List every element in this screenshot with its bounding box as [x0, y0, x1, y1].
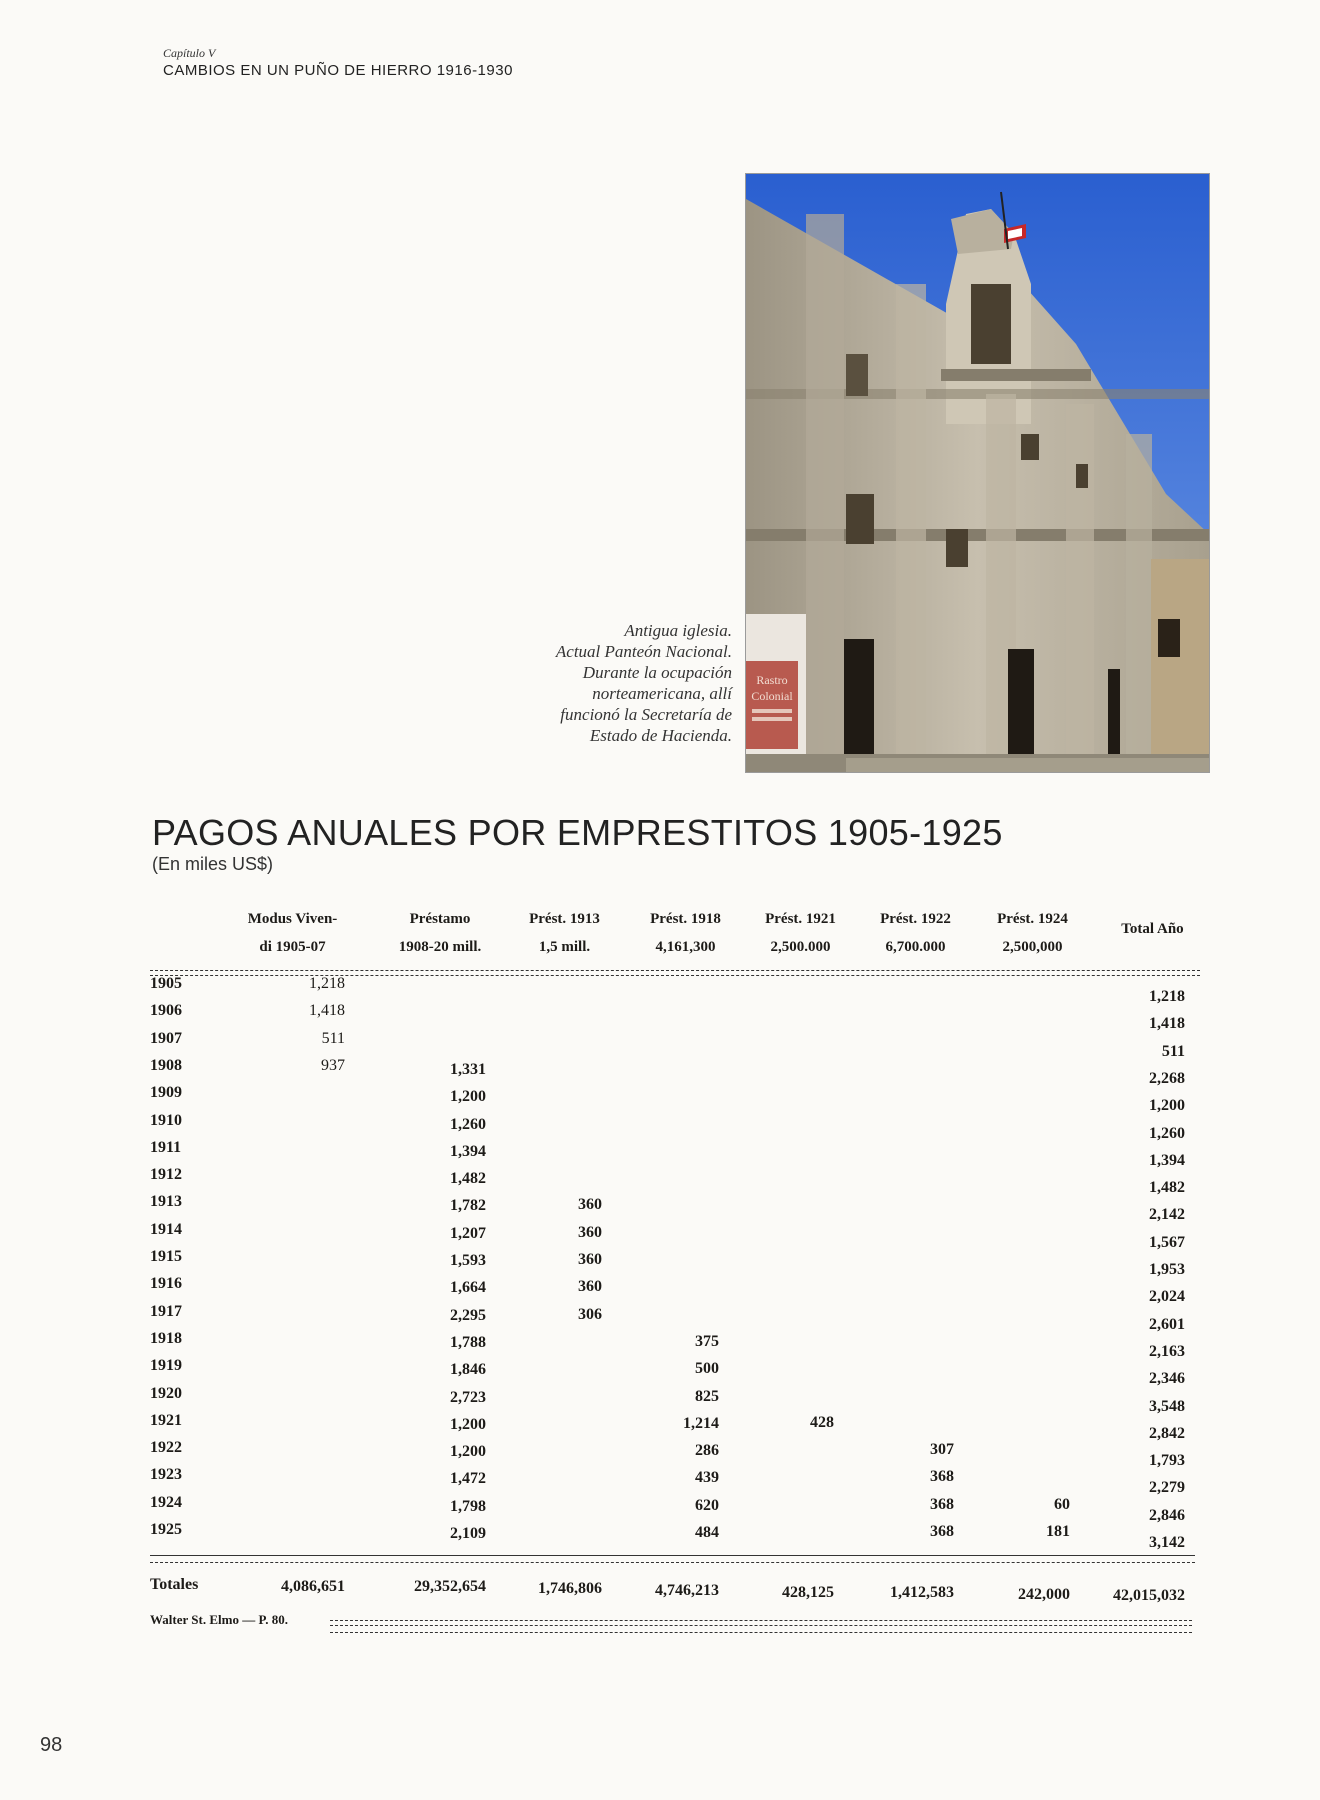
- cell-prestamo-1908: 1,200: [450, 1088, 486, 1106]
- caption-line: Estado de Hacienda.: [589, 726, 732, 745]
- cell-prestamo-1908: 1,593: [450, 1252, 486, 1269]
- photo-caption: [480, 620, 732, 746]
- table-subtitle: (En miles US$): [152, 854, 274, 874]
- row-year: 1907: [150, 1029, 182, 1047]
- cell-total-ano: 1,567: [1149, 1233, 1185, 1251]
- cell-total-ano: 3,142: [1149, 1534, 1185, 1551]
- cell-total-ano: 2,842: [1149, 1424, 1185, 1442]
- row-year: 1910: [150, 1111, 182, 1129]
- row-year: 1921: [150, 1411, 182, 1429]
- column-header-line2: 1908-20 mill.: [398, 939, 482, 955]
- total-prestamo-1908: 29,352,654: [414, 1578, 486, 1595]
- cell-total-ano: 1,260: [1149, 1124, 1185, 1142]
- cell-total-ano: 2,846: [1149, 1506, 1185, 1524]
- row-year: 1918: [150, 1329, 182, 1347]
- cell-total-ano: 2,142: [1149, 1206, 1185, 1224]
- pantheon-illustration: [746, 174, 1209, 772]
- row-year: 1917: [150, 1302, 182, 1320]
- total-ano-grand: 42,015,032: [1113, 1587, 1185, 1604]
- cell-total-ano: 2,346: [1149, 1370, 1185, 1388]
- column-header-line2: 6,700.000: [885, 939, 946, 955]
- cell-prest-1921: 428: [810, 1413, 834, 1431]
- cell-total-ano: 2,268: [1149, 1069, 1185, 1087]
- cell-prest-1924: 181: [1046, 1523, 1070, 1540]
- cell-prest-1913: 360: [578, 1278, 602, 1296]
- cell-prestamo-1908: 1,482: [450, 1170, 486, 1188]
- total-prest-1913: 1,746,806: [538, 1580, 602, 1597]
- running-header-title: CAMBIOS EN UN PUÑO DE HIERRO 1916-1930: [163, 62, 513, 79]
- caption-line: Antigua iglesia.: [624, 621, 732, 640]
- column-header-line1: Prést. 1924: [997, 911, 1068, 927]
- cell-prestamo-1908: 2,723: [450, 1388, 486, 1406]
- cell-prest-1924: 60: [1054, 1495, 1070, 1513]
- cell-prest-1922: 307: [930, 1441, 954, 1459]
- column-header-line2: 1,5 mill.: [538, 939, 591, 955]
- table-source: Walter St. Elmo — P. 80.: [150, 1612, 288, 1627]
- caption-line: Actual Panteón Nacional.: [555, 642, 732, 661]
- row-year: 1922: [150, 1439, 182, 1457]
- cell-total-ano: 2,024: [1149, 1288, 1185, 1306]
- cell-prestamo-1908: 2,109: [450, 1525, 486, 1542]
- total-prest-1921: 428,125: [782, 1584, 834, 1601]
- cell-prest-1922: 368: [930, 1495, 954, 1513]
- cell-modus-vivendi: 1,218: [309, 975, 345, 992]
- cell-prestamo-1908: 1,782: [450, 1197, 486, 1215]
- church-photo: [745, 173, 1210, 773]
- total-prest-1918: 4,746,213: [655, 1582, 719, 1599]
- caption-line: funcionó la Secretaría de: [560, 705, 732, 724]
- column-header-line1: Prést. 1913: [529, 911, 600, 927]
- source-rule: [330, 1625, 1192, 1626]
- row-year: 1913: [150, 1193, 182, 1211]
- row-year: 1925: [150, 1521, 182, 1538]
- cell-prestamo-1908: 2,295: [450, 1306, 486, 1324]
- row-year: 1909: [150, 1084, 182, 1102]
- total-prest-1922: 1,412,583: [890, 1584, 954, 1601]
- column-header-prest-1913: [512, 905, 617, 961]
- row-year: 1908: [150, 1056, 182, 1074]
- page-number: 98: [40, 1734, 63, 1756]
- cell-prest-1918: 620: [695, 1496, 719, 1514]
- cell-total-ano: 1,953: [1149, 1261, 1185, 1278]
- cell-total-ano: 1,482: [1149, 1179, 1185, 1197]
- header-rule: [150, 975, 1200, 976]
- cell-prest-1913: 360: [578, 1223, 602, 1241]
- row-year: 1916: [150, 1275, 182, 1293]
- column-header-line2: di 1905-07: [259, 939, 326, 955]
- cell-total-ano: 1,218: [1149, 988, 1185, 1005]
- cell-total-ano: 1,394: [1149, 1151, 1185, 1169]
- cell-prestamo-1908: 1,472: [450, 1470, 486, 1488]
- cell-total-ano: 2,279: [1149, 1479, 1185, 1497]
- totals-label: Totales: [150, 1576, 199, 1593]
- cell-prest-1918: 484: [695, 1524, 719, 1541]
- cell-total-ano: 2,163: [1149, 1342, 1185, 1360]
- cell-modus-vivendi: 511: [321, 1029, 345, 1047]
- cell-prest-1918: 825: [695, 1387, 719, 1405]
- column-header-line1: Préstamo: [409, 911, 471, 927]
- sign-text-line1: Rastro: [756, 673, 788, 687]
- cell-prestamo-1908: 1,260: [450, 1115, 486, 1133]
- totals-rule: [150, 1562, 1195, 1563]
- column-header-line2: 4,161,300: [655, 939, 716, 955]
- cell-total-ano: 1,418: [1149, 1015, 1185, 1033]
- column-header-line2: 2,500,000: [1002, 939, 1063, 955]
- column-header-prest-1918: [633, 905, 738, 961]
- cell-total-ano: 1,793: [1149, 1452, 1185, 1470]
- sign-text-line2: Colonial: [751, 689, 793, 703]
- cell-prest-1918: 286: [695, 1442, 719, 1460]
- cell-prest-1918: 1,214: [683, 1414, 719, 1432]
- cell-prest-1922: 368: [930, 1468, 954, 1486]
- caption-line: Durante la ocupación: [582, 663, 732, 682]
- row-year: 1919: [150, 1357, 182, 1375]
- column-header-prest-1921: [748, 905, 853, 961]
- column-header-line1: Total Año: [1121, 921, 1184, 937]
- total-prest-1924: 242,000: [1018, 1586, 1070, 1603]
- row-year: 1906: [150, 1002, 182, 1020]
- column-header-total-ano: [1100, 915, 1205, 943]
- source-rule: [330, 1620, 1192, 1621]
- cell-prestamo-1908: 1,394: [450, 1142, 486, 1160]
- cell-prestamo-1908: 1,200: [450, 1415, 486, 1433]
- cell-prest-1918: 439: [695, 1469, 719, 1487]
- column-header-prest-1924: [980, 905, 1085, 961]
- table-title: PAGOS ANUALES POR EMPRESTITOS 1905-1925: [152, 812, 1003, 853]
- cell-prestamo-1908: 1,200: [450, 1443, 486, 1461]
- column-header-line1: Prést. 1921: [765, 911, 836, 927]
- row-year: 1911: [150, 1138, 182, 1156]
- column-header-modus-vivendi: [230, 905, 355, 961]
- row-year: 1905: [150, 975, 182, 992]
- row-year: 1923: [150, 1466, 182, 1484]
- cell-prest-1918: 500: [695, 1360, 719, 1378]
- caption-line: norteamericana, allí: [592, 684, 732, 703]
- column-header-line2: 2,500.000: [770, 939, 831, 955]
- cell-prest-1913: 306: [578, 1305, 602, 1323]
- cell-prestamo-1908: 1,798: [450, 1497, 486, 1515]
- cell-total-ano: 3,548: [1149, 1397, 1185, 1415]
- cell-prestamo-1908: 1,788: [450, 1333, 486, 1351]
- column-header-line1: Prést. 1922: [880, 911, 951, 927]
- row-year: 1920: [150, 1384, 182, 1402]
- totals-rule: [150, 1555, 1195, 1556]
- cell-modus-vivendi: 1,418: [309, 1002, 345, 1020]
- cell-prest-1922: 368: [930, 1523, 954, 1540]
- cell-prestamo-1908: 1,331: [450, 1060, 486, 1078]
- header-rule: [150, 970, 1200, 971]
- row-year: 1912: [150, 1166, 182, 1184]
- column-header-line1: Modus Viven-: [247, 911, 338, 927]
- cell-modus-vivendi: 937: [321, 1056, 345, 1074]
- cell-prest-1913: 360: [578, 1251, 602, 1268]
- cell-total-ano: 2,601: [1149, 1315, 1185, 1333]
- cell-prest-1918: 375: [695, 1332, 719, 1350]
- cell-prestamo-1908: 1,664: [450, 1279, 486, 1297]
- cell-prestamo-1908: 1,207: [450, 1224, 486, 1242]
- row-year: 1915: [150, 1248, 182, 1265]
- row-year: 1914: [150, 1220, 182, 1238]
- cell-prest-1913: 360: [578, 1196, 602, 1214]
- cell-total-ano: 511: [1161, 1042, 1185, 1060]
- cell-total-ano: 1,200: [1149, 1097, 1185, 1115]
- column-header-prestamo-1908: [380, 905, 500, 961]
- column-header-line1: Prést. 1918: [650, 911, 721, 927]
- total-modus-vivendi: 4,086,651: [281, 1578, 345, 1595]
- row-year: 1924: [150, 1493, 182, 1511]
- source-rule: [330, 1632, 1192, 1633]
- cell-prestamo-1908: 1,846: [450, 1361, 486, 1379]
- chapter-label: Capítulo V: [163, 46, 216, 60]
- column-header-prest-1922: [863, 905, 968, 961]
